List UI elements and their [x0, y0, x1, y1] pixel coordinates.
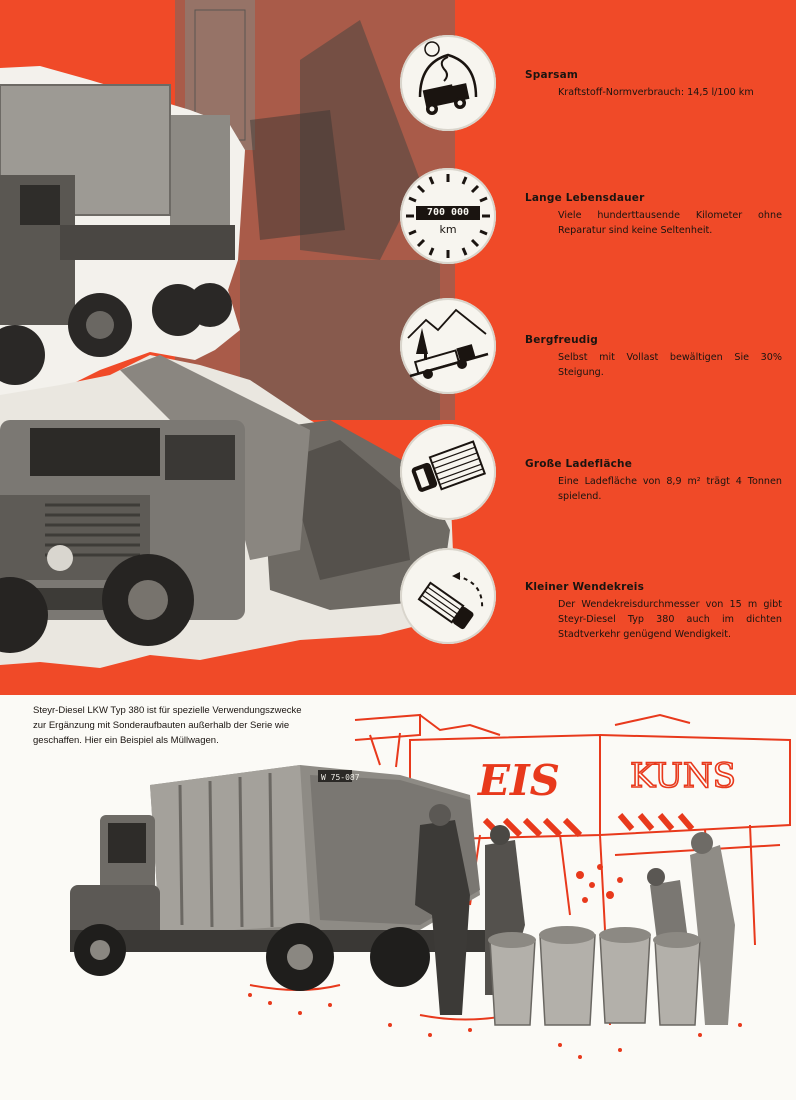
feature-sparsam — [400, 35, 796, 145]
feature-text: Eine Ladefläche von 8,9 m² trägt 4 Tonnen spielend. — [558, 476, 782, 502]
license-plate: W 75-087 — [321, 773, 360, 782]
feature-bergfreudig — [400, 298, 796, 408]
garbage-truck-caption: Steyr-Diesel LKW Typ 380 ist für spezielle Verwendungszwecke zur Ergänzung mit Sonderaufbauten außerhalb der Serie wie geschaffen. Hier ein Beispiel als Müllwagen. — [33, 705, 302, 746]
feature-title: Sparsam — [525, 69, 579, 81]
feature-title: Bergfreudig — [525, 334, 598, 346]
feature-wendekreis — [400, 548, 796, 658]
feature-lebensdauer — [400, 168, 796, 278]
turning-circle-icon — [400, 548, 496, 644]
mountain-truck-icon — [400, 298, 496, 394]
feature-title: Kleiner Wendekreis — [525, 581, 645, 593]
feature-text: Der Wendekreisdurchmesser von 15 m gibt Steyr-Diesel Typ 380 auch im dichten Stadtverkehr genügend Wendigkeit. — [558, 599, 782, 640]
fuel-truck-icon — [400, 35, 496, 131]
odometer-reading: 700 000 — [426, 207, 470, 218]
feature-title: Große Ladefläche — [525, 458, 633, 470]
feature-ladeflaeche — [400, 424, 796, 534]
odometer-icon — [400, 168, 496, 264]
odometer-unit: km — [439, 223, 457, 236]
feature-text: Selbst mit Vollast bewältigen Sie 30% Steigung. — [558, 352, 782, 378]
sign-left: EIS — [478, 756, 560, 805]
cargo-bed-icon — [400, 424, 496, 520]
feature-title: Lange Lebensdauer — [525, 192, 645, 204]
garbage-truck-illustration — [0, 695, 796, 1100]
feature-text: Kraftstoff-Normverbrauch: 14,5 l/100 km — [558, 87, 754, 98]
sign-right: KUNS — [630, 756, 736, 796]
feature-text: Viele hunderttausende Kilometer ohne Reparatur sind keine Seltenheit. — [558, 210, 782, 236]
